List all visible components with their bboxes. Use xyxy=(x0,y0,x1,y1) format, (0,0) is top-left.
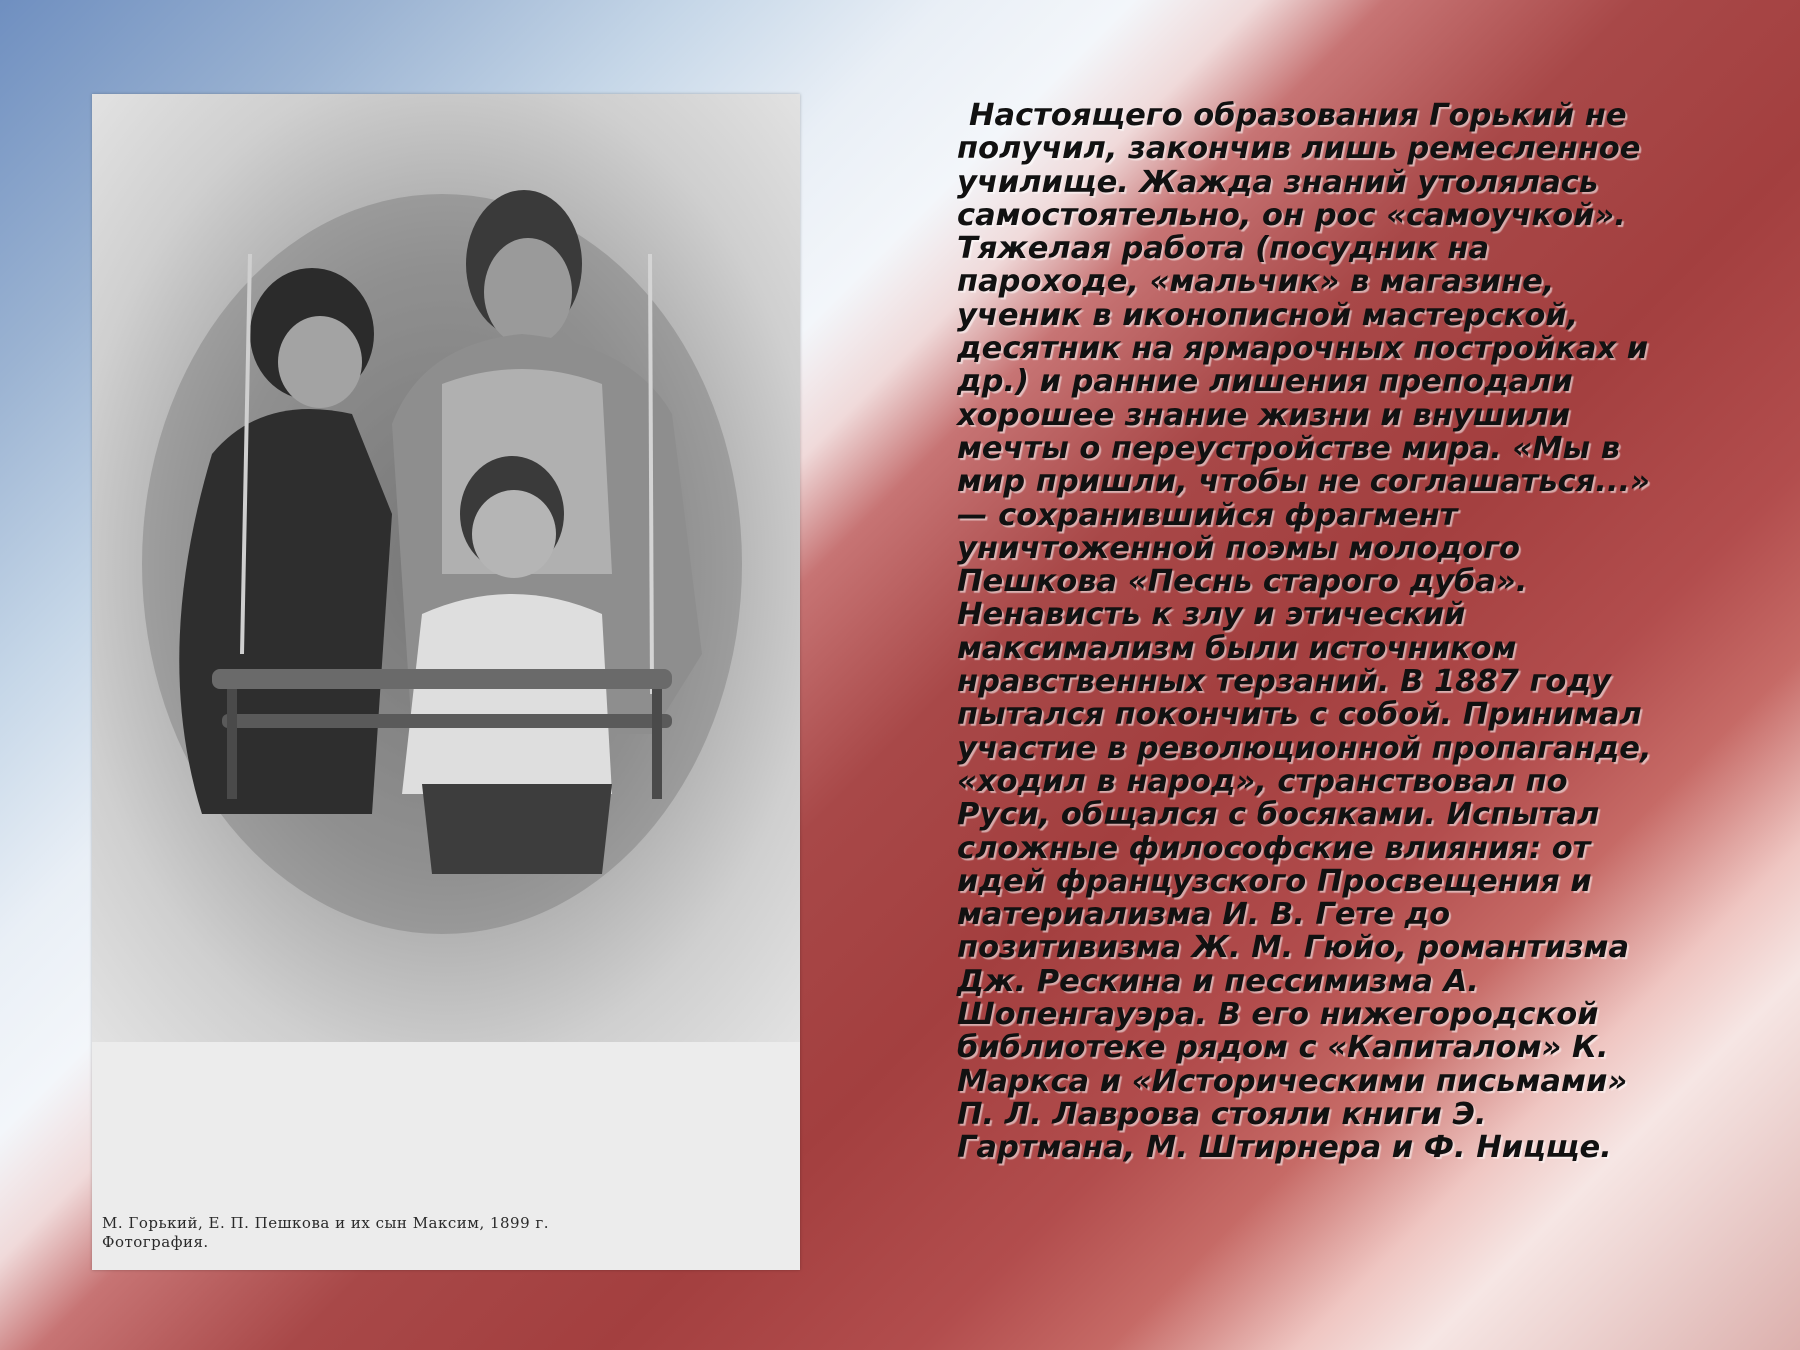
text-line: материализма И. В. Гете до xyxy=(957,897,1451,933)
text-line: максимализм были источником xyxy=(957,630,1517,666)
text-line: мир пришли, чтобы не соглашаться...» xyxy=(957,464,1650,500)
text-line: нравственных терзаний. В 1887 году xyxy=(957,664,1611,700)
text-line: участие в революционной пропаганде, xyxy=(957,730,1652,766)
photo-caption-line: Фотография. xyxy=(102,1233,209,1251)
text-line: «ходил в народ», странствовал по xyxy=(957,763,1568,799)
text-line: Дж. Рескина и пессимизма А. xyxy=(957,963,1479,999)
text-line: училище. Жажда знаний утолялась xyxy=(957,164,1599,200)
woman-body xyxy=(179,409,392,814)
photo-card xyxy=(92,94,800,1270)
text-line: сложные философские влияния: от xyxy=(957,830,1591,866)
text-line: получил, закончив лишь ремесленное xyxy=(957,131,1641,167)
child-body xyxy=(402,594,612,794)
text-line: Шопенгауэра. В его нижегородской xyxy=(957,997,1599,1033)
text-line: — сохранившийся фрагмент xyxy=(957,497,1458,533)
text-line: Ненависть к злу и этический xyxy=(957,597,1466,633)
swing-bar xyxy=(212,669,672,689)
text-line: идей французского Просвещения и xyxy=(957,863,1592,899)
text-line: десятник на ярмарочных постройках и xyxy=(957,331,1649,367)
family-photograph xyxy=(92,94,800,1042)
text-line: позитивизма Ж. М. Гюйо, романтизма xyxy=(957,930,1630,966)
text-line: хорошее знание жизни и внушили xyxy=(957,397,1571,433)
text-line: Настоящего образования Горький не xyxy=(969,98,1627,133)
text-line: Пешкова «Песнь старого дуба». xyxy=(957,564,1528,600)
text-line: П. Л. Лаврова стояли книги Э. xyxy=(957,1096,1487,1132)
text-line: мечты о переустройстве мира. «Мы в xyxy=(957,430,1621,466)
text-line: библиотеке рядом с «Капиталом» К. xyxy=(957,1030,1609,1066)
text-line: уничтоженной поэмы молодого xyxy=(957,530,1520,566)
text-line: пытался покончить с собой. Принимал xyxy=(957,697,1642,733)
text-line: Маркса и «Историческими письмами» xyxy=(957,1063,1628,1099)
text-line: пароходе, «мальчик» в магазине, xyxy=(957,264,1555,300)
text-line: др.) и ранние лишения преподали xyxy=(957,364,1573,400)
text-line: самостоятельно, он рос «самоучкой». xyxy=(957,197,1626,233)
photo-caption xyxy=(102,1214,792,1252)
text-line: Руси, общался с босяками. Испытал xyxy=(957,797,1600,833)
text-line: ученик в иконописной мастерской, xyxy=(957,297,1579,333)
text-line: Тяжелая работа (посудник на xyxy=(957,231,1490,267)
photo-caption-line: М. Горький, Е. П. Пешкова и их сын Максим, 1899 г. xyxy=(102,1214,550,1232)
biography-text xyxy=(957,99,1677,1165)
text-line: Гартмана, М. Штирнера и Ф. Ницще. xyxy=(957,1130,1612,1166)
photo-illustration xyxy=(92,94,800,1042)
